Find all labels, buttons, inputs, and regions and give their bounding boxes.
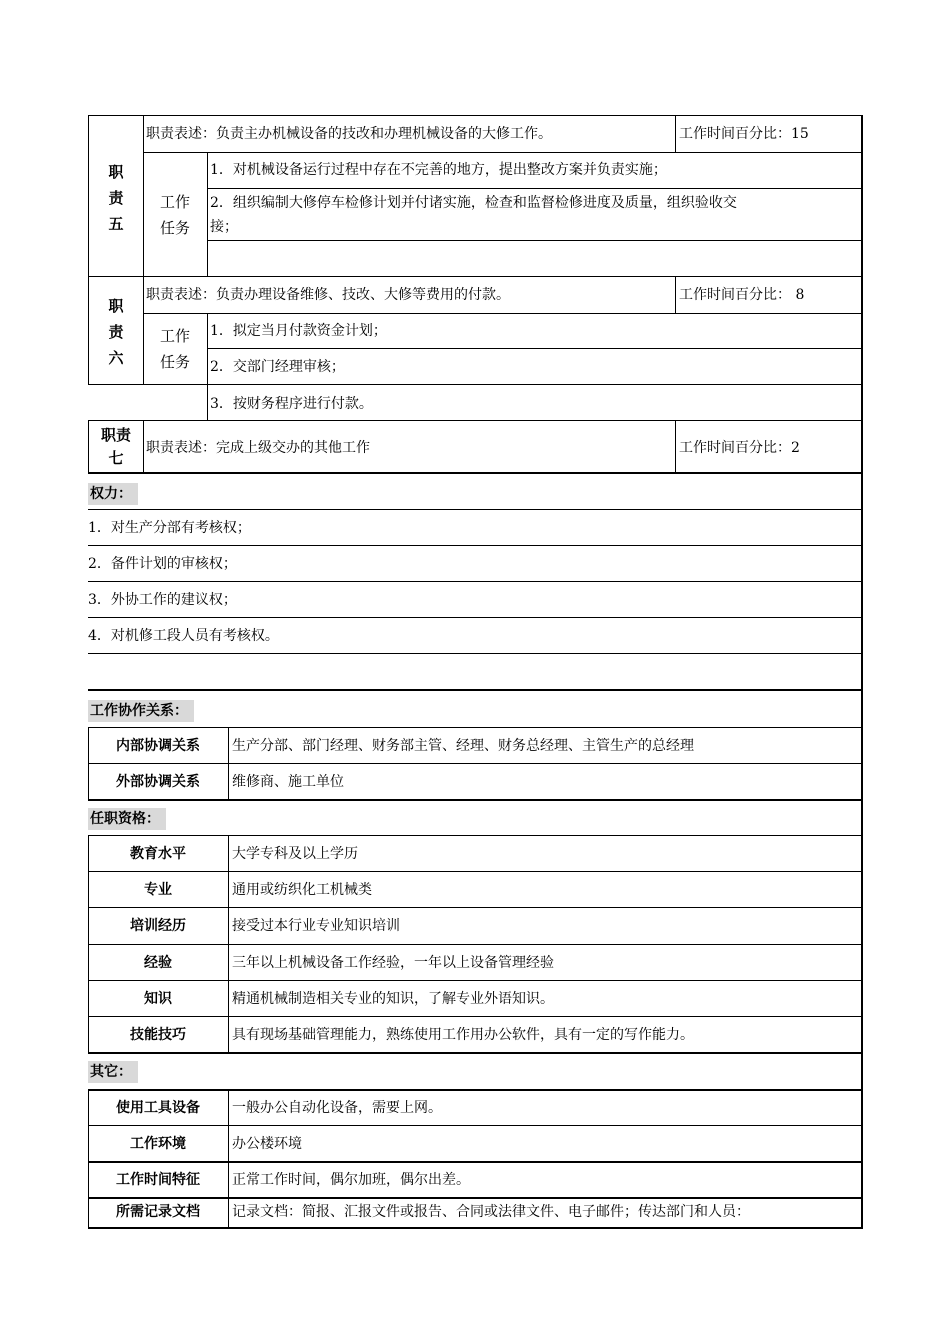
other-environment-label: 工作环境 — [130, 1136, 186, 1152]
duty6-statement: 职责表述：负责办理设备维修、技改、大修等费用的付款。 — [146, 287, 510, 303]
duty7-time-percentage: 工作时间百分比：2 — [679, 440, 800, 456]
duty6-label-3: 六 — [108, 349, 124, 367]
qualification-education-label: 教育水平 — [130, 846, 186, 862]
other-documents-value: 记录文档：简报、汇报文件或报告、合同或法律文件、电子邮件；传达部门和人员： — [232, 1204, 750, 1220]
collab-external-value: 维修商、施工单位 — [232, 774, 344, 790]
qualification-training-value: 接受过本行业专业知识培训 — [232, 918, 400, 934]
qualification-skills-label: 技能技巧 — [130, 1027, 186, 1043]
duty6-task-2: 2．交部门经理审核； — [210, 359, 345, 375]
authority-title: 权力： — [88, 483, 138, 505]
other-title: 其它： — [88, 1061, 138, 1083]
other-tools-value: 一般办公自动化设备，需要上网。 — [232, 1100, 442, 1116]
authority-item-1: 1．对生产分部有考核权； — [88, 520, 251, 536]
collab-internal-value: 生产分部、部门经理、财务部主管、经理、财务总经理、主管生产的总经理 — [232, 738, 694, 754]
qualification-major-label: 专业 — [144, 882, 172, 898]
authority-item-3: 3．外协工作的建议权； — [88, 592, 237, 608]
duty6-task-label-1: 工作 — [159, 327, 190, 345]
other-work-hours-label: 工作时间特征 — [116, 1172, 200, 1188]
other-documents-label: 所需记录文档 — [116, 1204, 200, 1220]
duty5-task-2-cont: 接； — [210, 219, 238, 235]
qualification-major-value: 通用或纺织化工机械类 — [232, 882, 372, 898]
duty6-task-3: 3．按财务程序进行付款。 — [210, 396, 373, 412]
duty6-time-percentage: 工作时间百分比： 8 — [679, 287, 805, 303]
qualification-knowledge-label: 知识 — [144, 991, 172, 1007]
qualification-skills-value: 具有现场基础管理能力，熟练使用工作用办公软件，具有一定的写作能力。 — [232, 1027, 694, 1043]
authority-item-4: 4．对机修工段人员有考核权。 — [88, 628, 279, 644]
duty5-label-2: 责 — [108, 189, 124, 207]
duty5-statement: 职责表述：负责主办机械设备的技改和办理机械设备的大修工作。 — [146, 126, 552, 142]
collab-title: 工作协作关系： — [88, 700, 194, 722]
collab-external-label: 外部协调关系 — [116, 774, 200, 790]
other-work-hours-value: 正常工作时间，偶尔加班，偶尔出差。 — [232, 1172, 470, 1188]
other-environment-value: 办公楼环境 — [232, 1136, 302, 1152]
other-tools-label: 使用工具设备 — [116, 1100, 200, 1116]
qualification-title: 任职资格： — [88, 808, 166, 830]
duty5-task-label-2: 任务 — [159, 219, 190, 237]
authority-item-2: 2．备件计划的审核权； — [88, 556, 237, 572]
duty5-task-2: 2．组织编制大修停车检修计划并付诸实施，检查和监督检修进度及质量，组织验收交 — [210, 195, 737, 211]
duty7-label-2: 七 — [108, 449, 124, 467]
qualification-experience-value: 三年以上机械设备工作经验，一年以上设备管理经验 — [232, 955, 554, 971]
qualification-education-value: 大学专科及以上学历 — [232, 846, 358, 862]
duty7-statement: 职责表述：完成上级交办的其他工作 — [146, 440, 370, 456]
duty7-label-1: 职责 — [100, 426, 131, 444]
duty6-task-1: 1．拟定当月付款资金计划； — [210, 323, 387, 339]
duty5-label-3: 五 — [108, 215, 124, 233]
duty6-label-2: 责 — [108, 323, 124, 341]
duty5-label-1: 职 — [108, 163, 124, 181]
duty6-task-label-2: 任务 — [159, 353, 190, 371]
collab-internal-label: 内部协调关系 — [116, 738, 200, 754]
duty6-label-1: 职 — [108, 297, 124, 315]
qualification-training-label: 培训经历 — [130, 918, 186, 934]
qualification-experience-label: 经验 — [144, 955, 172, 971]
duty5-time-percentage: 工作时间百分比：15 — [679, 126, 809, 142]
duty5-task-label-1: 工作 — [159, 193, 190, 211]
duty5-task-1: 1．对机械设备运行过程中存在不完善的地方，提出整改方案并负责实施； — [210, 162, 667, 178]
qualification-knowledge-value: 精通机械制造相关专业的知识，了解专业外语知识。 — [232, 991, 554, 1007]
